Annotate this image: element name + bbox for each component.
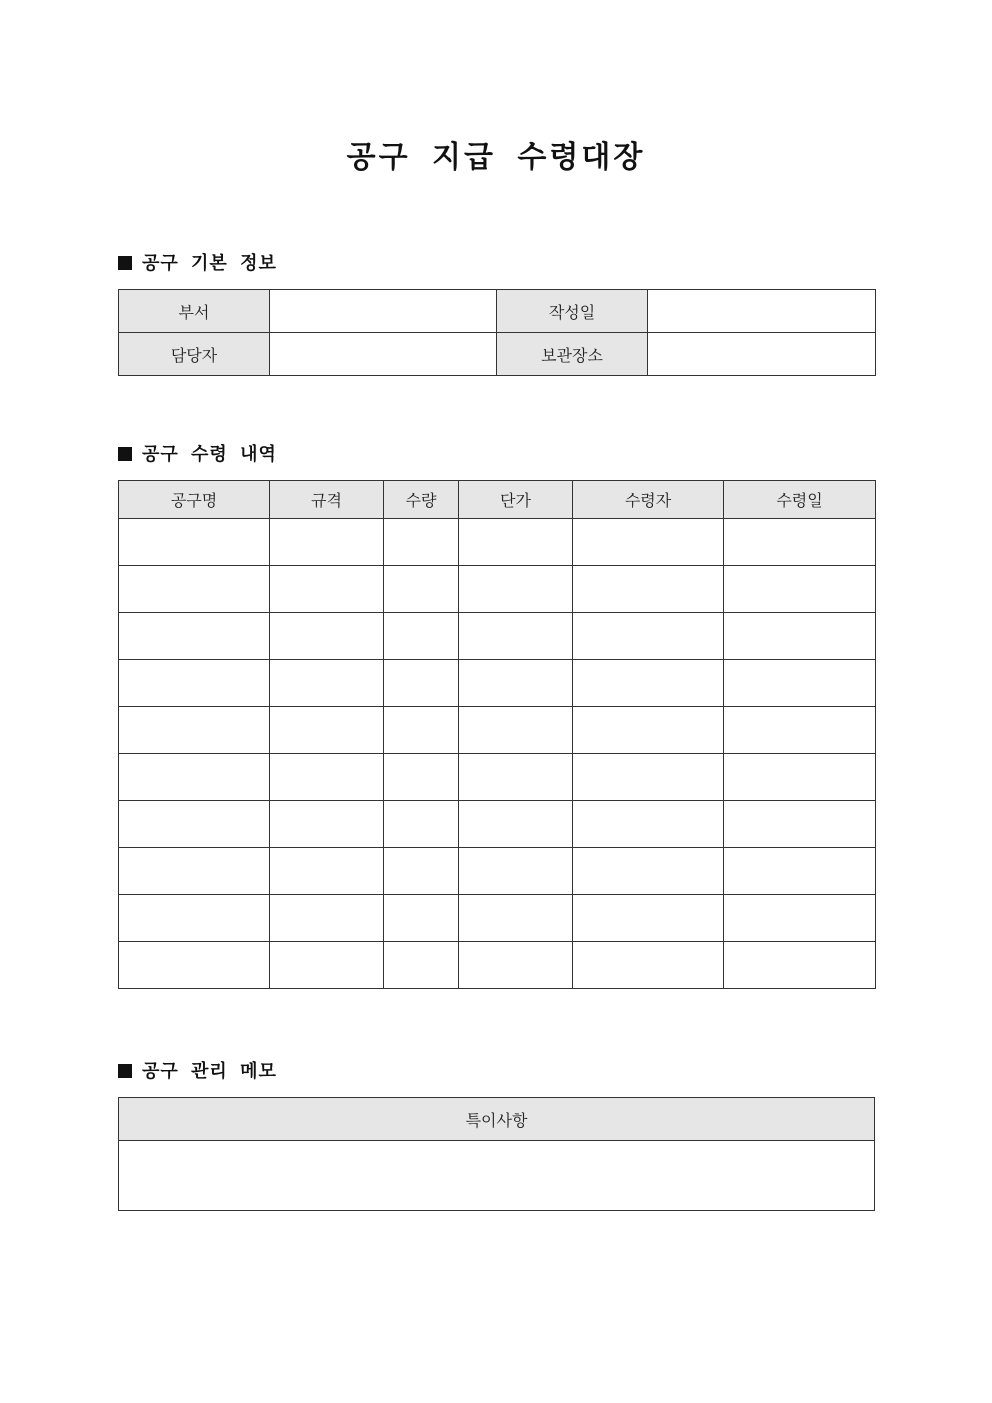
unit-price-cell[interactable]: [459, 942, 573, 989]
recipient-cell[interactable]: [573, 801, 724, 848]
table-row: [119, 707, 876, 754]
column-header-receipt-date: 수령일: [724, 481, 876, 519]
tool-name-cell[interactable]: [119, 660, 270, 707]
recipient-cell[interactable]: [573, 895, 724, 942]
table-row: [119, 613, 876, 660]
table-row: [119, 848, 876, 895]
quantity-cell[interactable]: [384, 895, 459, 942]
column-header-recipient: 수령자: [573, 481, 724, 519]
column-header-unit-price: 단가: [459, 481, 573, 519]
tool-name-cell[interactable]: [119, 801, 270, 848]
quantity-cell[interactable]: [384, 801, 459, 848]
table-row: [119, 519, 876, 566]
tool-name-cell[interactable]: [119, 848, 270, 895]
spec-cell[interactable]: [270, 895, 384, 942]
square-bullet-icon: [118, 1064, 132, 1078]
quantity-cell[interactable]: [384, 660, 459, 707]
basic-info-table: [118, 289, 876, 376]
recipient-cell[interactable]: [573, 848, 724, 895]
table-row: [119, 895, 876, 942]
receipt-date-cell[interactable]: [724, 754, 876, 801]
quantity-cell[interactable]: [384, 519, 459, 566]
receipt-date-cell[interactable]: [724, 613, 876, 660]
section-heading-text: 공구 관리 메모: [142, 1061, 277, 1082]
special-notes-label: 특이사항: [119, 1098, 875, 1141]
section-heading-memo: [118, 1061, 277, 1083]
table-row: [119, 566, 876, 613]
storage-location-label: 보관장소: [497, 333, 648, 376]
recipient-cell[interactable]: [573, 566, 724, 613]
table-row: [119, 660, 876, 707]
recipient-cell[interactable]: [573, 519, 724, 566]
tool-name-cell[interactable]: [119, 613, 270, 660]
memo-table: [118, 1097, 875, 1211]
tool-name-cell[interactable]: [119, 707, 270, 754]
spec-cell[interactable]: [270, 660, 384, 707]
manager-field[interactable]: [270, 333, 497, 376]
recipient-cell[interactable]: [573, 942, 724, 989]
unit-price-cell[interactable]: [459, 801, 573, 848]
quantity-cell[interactable]: [384, 707, 459, 754]
recipient-cell[interactable]: [573, 660, 724, 707]
unit-price-cell[interactable]: [459, 848, 573, 895]
table-row: [119, 801, 876, 848]
department-label: 부서: [119, 290, 270, 333]
unit-price-cell[interactable]: [459, 613, 573, 660]
tool-name-cell[interactable]: [119, 895, 270, 942]
tool-name-cell[interactable]: [119, 519, 270, 566]
tool-name-cell[interactable]: [119, 754, 270, 801]
section-heading-text: 공구 기본 정보: [142, 253, 277, 274]
receipt-date-cell[interactable]: [724, 801, 876, 848]
quantity-cell[interactable]: [384, 566, 459, 613]
storage-location-field[interactable]: [648, 333, 876, 376]
recipient-cell[interactable]: [573, 754, 724, 801]
table-header-row: [119, 481, 876, 519]
receipt-date-cell[interactable]: [724, 848, 876, 895]
table-row: [119, 754, 876, 801]
spec-cell[interactable]: [270, 848, 384, 895]
unit-price-cell[interactable]: [459, 895, 573, 942]
spec-cell[interactable]: [270, 707, 384, 754]
unit-price-cell[interactable]: [459, 660, 573, 707]
department-field[interactable]: [270, 290, 497, 333]
quantity-cell[interactable]: [384, 942, 459, 989]
date-written-label: 작성일: [497, 290, 648, 333]
unit-price-cell[interactable]: [459, 519, 573, 566]
quantity-cell[interactable]: [384, 613, 459, 660]
receipt-date-cell[interactable]: [724, 660, 876, 707]
square-bullet-icon: [118, 256, 132, 270]
tool-name-cell[interactable]: [119, 942, 270, 989]
receipt-date-cell[interactable]: [724, 519, 876, 566]
spec-cell[interactable]: [270, 613, 384, 660]
section-heading-records: [118, 444, 277, 466]
receipt-date-cell[interactable]: [724, 942, 876, 989]
column-header-quantity: 수량: [384, 481, 459, 519]
section-heading-text: 공구 수령 내역: [142, 444, 277, 465]
tool-name-cell[interactable]: [119, 566, 270, 613]
table-row: [119, 1141, 875, 1211]
quantity-cell[interactable]: [384, 754, 459, 801]
spec-cell[interactable]: [270, 519, 384, 566]
document-title: 공구 지급 수령대장: [346, 140, 646, 175]
column-header-spec: 규격: [270, 481, 384, 519]
column-header-tool-name: 공구명: [119, 481, 270, 519]
manager-label: 담당자: [119, 333, 270, 376]
receipt-date-cell[interactable]: [724, 707, 876, 754]
recipient-cell[interactable]: [573, 707, 724, 754]
recipient-cell[interactable]: [573, 613, 724, 660]
receipt-date-cell[interactable]: [724, 566, 876, 613]
table-row: [119, 942, 876, 989]
unit-price-cell[interactable]: [459, 566, 573, 613]
spec-cell[interactable]: [270, 566, 384, 613]
spec-cell[interactable]: [270, 942, 384, 989]
records-table: [118, 480, 876, 989]
date-written-field[interactable]: [648, 290, 876, 333]
table-row: [119, 1098, 875, 1141]
special-notes-field[interactable]: [119, 1141, 875, 1211]
section-heading-basic-info: [118, 253, 277, 275]
unit-price-cell[interactable]: [459, 707, 573, 754]
table-row: [119, 333, 876, 376]
receipt-date-cell[interactable]: [724, 895, 876, 942]
spec-cell[interactable]: [270, 754, 384, 801]
square-bullet-icon: [118, 447, 132, 461]
quantity-cell[interactable]: [384, 848, 459, 895]
spec-cell[interactable]: [270, 801, 384, 848]
unit-price-cell[interactable]: [459, 754, 573, 801]
table-row: [119, 290, 876, 333]
